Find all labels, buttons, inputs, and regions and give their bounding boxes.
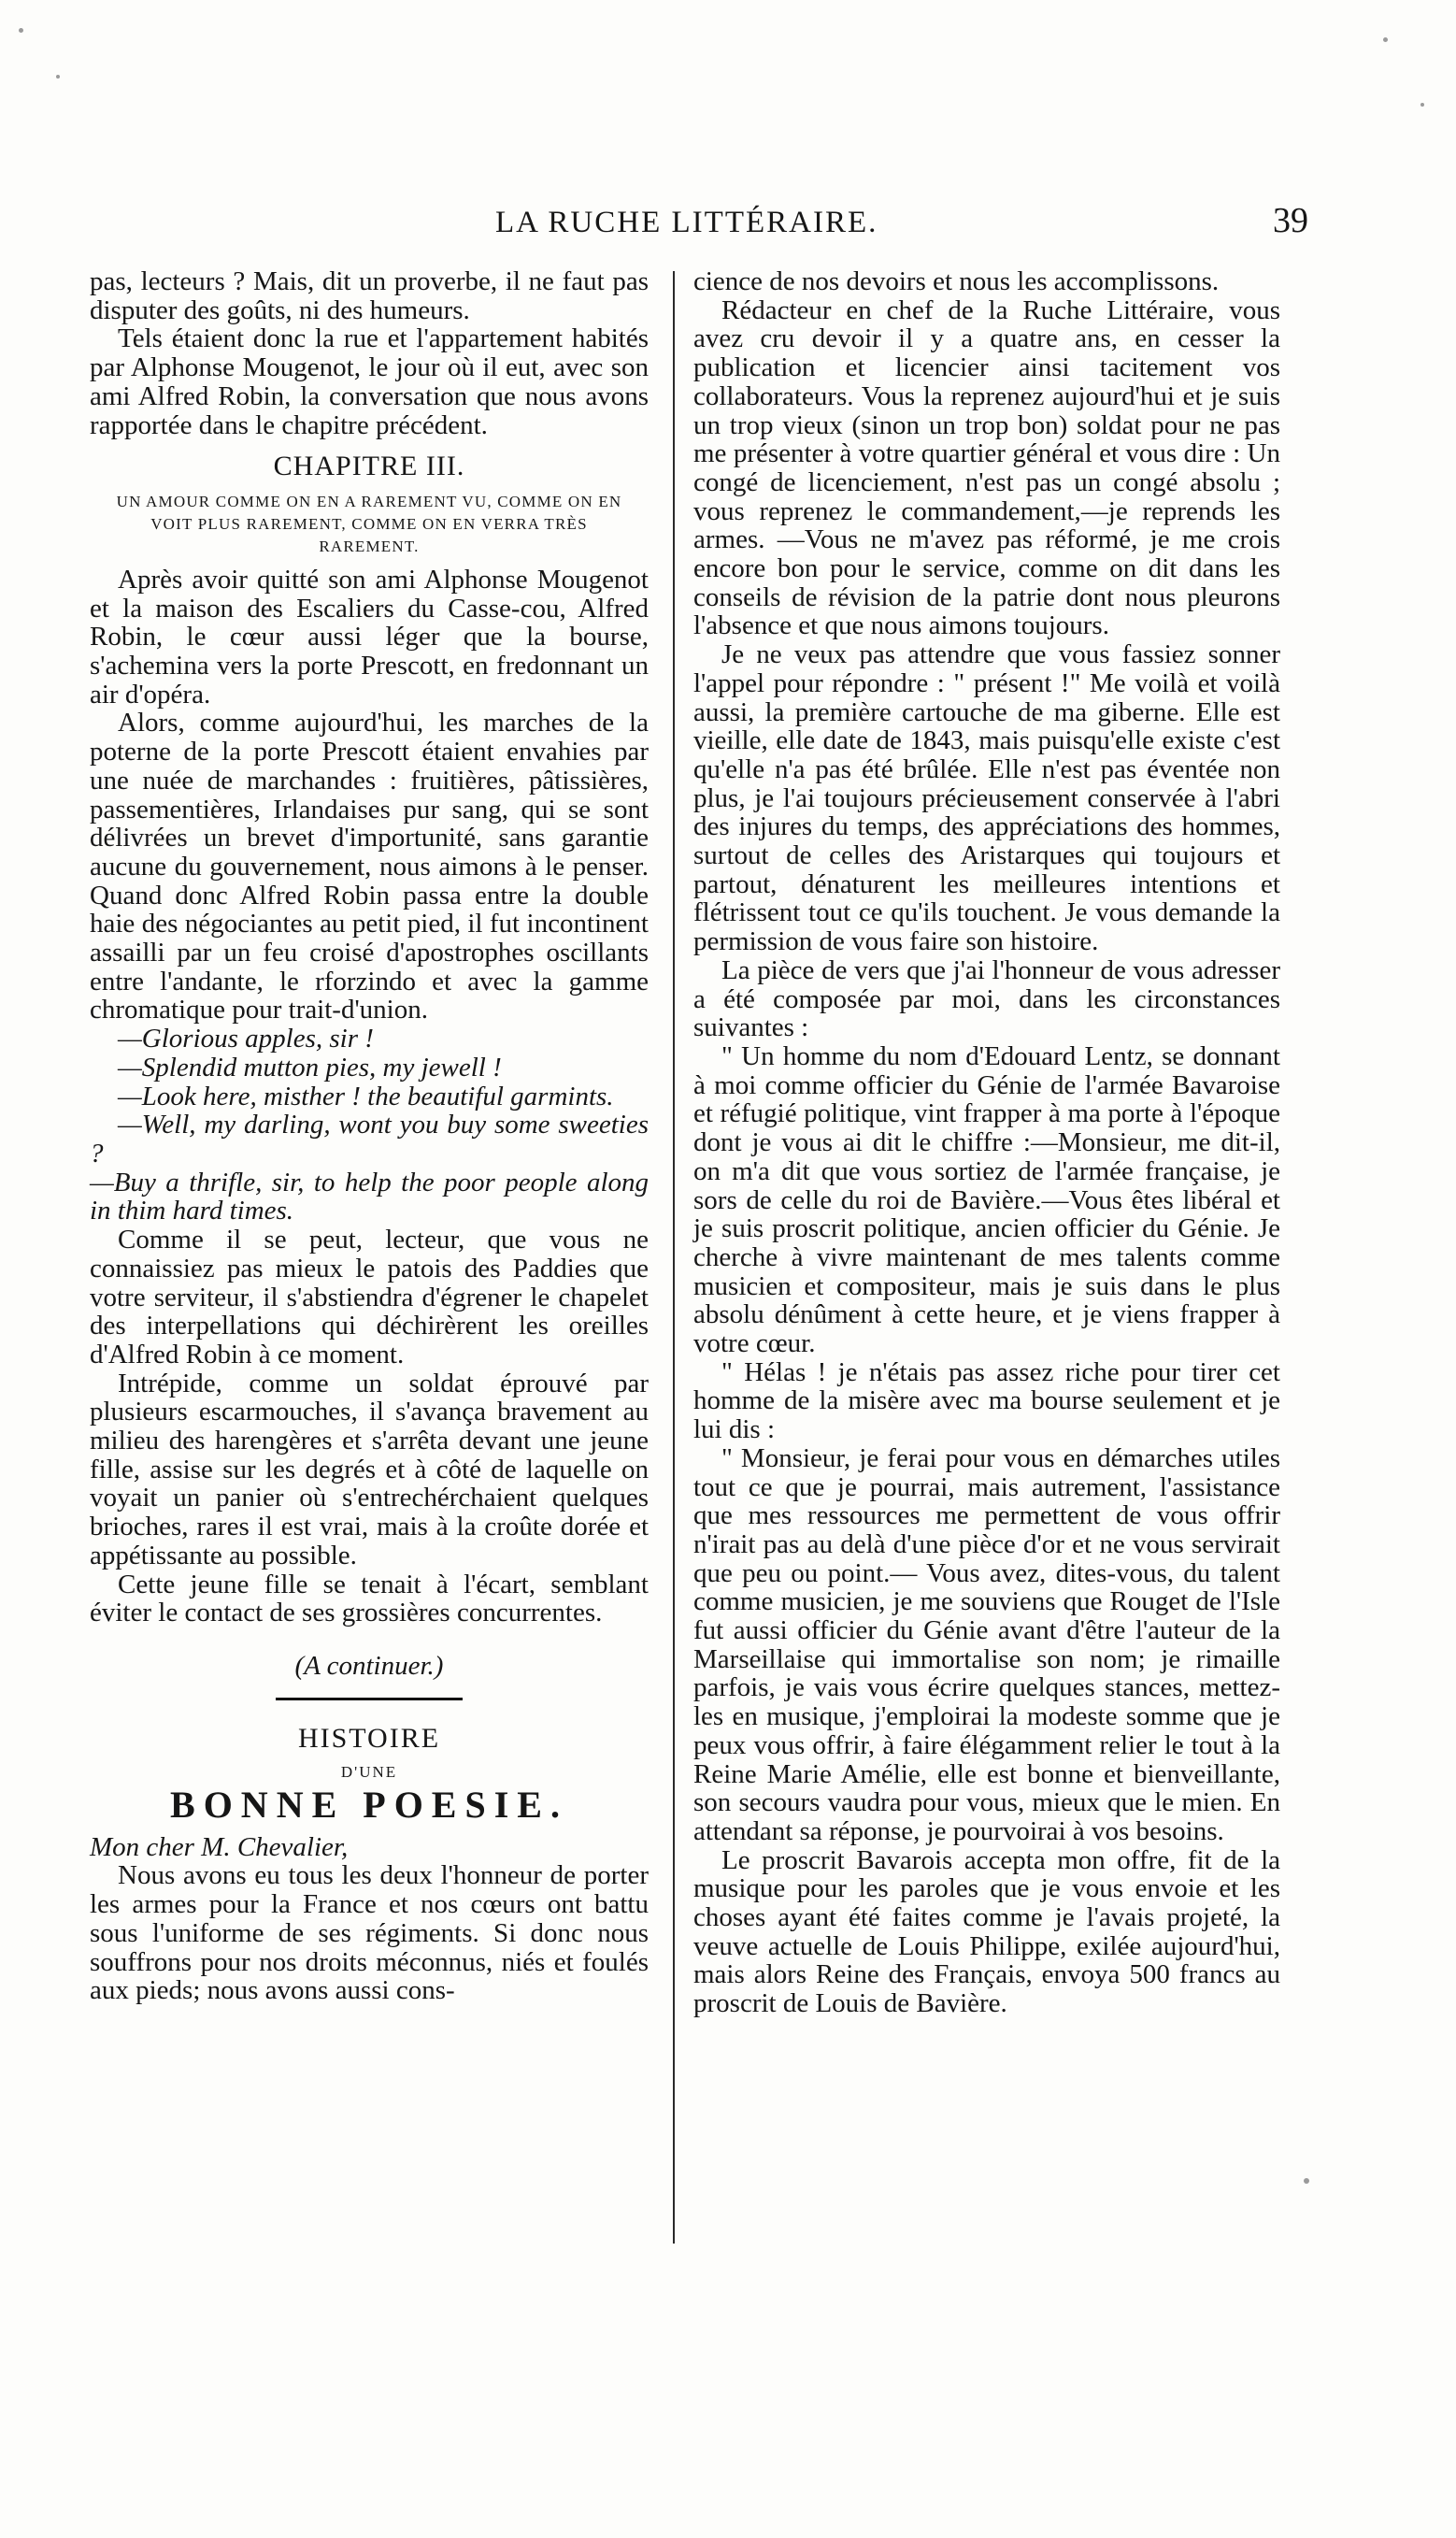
to-continue-note: (A continuer.)	[294, 1650, 444, 1681]
story-title: HISTOIRE	[297, 1722, 441, 1754]
chapter-title: CHAPITRE III.	[273, 451, 465, 482]
paragraph: La pièce de vers que j'ai l'honneur de vous adresser a été composée par moi, dans les circonstances suivantes :	[693, 954, 1280, 1043]
scan-speck	[19, 28, 23, 33]
paragraph: " Hélas ! je n'étais pas assez riche pour tirer cet homme de la misère avec ma bourse seulement et je lui dis :	[693, 1356, 1280, 1445]
paragraph: Alors, comme aujourd'hui, les marches de la poterne de la porte Prescott étaient envahies par une nuée de marchandes : fruitières, pâtissières, passementières, Irlandaises pur sang, qui se sont délivrées un brevet d'importunité, sans garantie aucune du gouvernement, nous aimons à le penser. Quand donc Alfred Robin passa entre la double haie des négociantes au petit pied, il fut incontinent assailli par un feu croisé d'apostrophes oscillants entre l'andante, le rforzindo et avec la gamme chromatique pour trait-d'union.	[90, 708, 649, 1025]
paragraph: Rédacteur en chef de la Ruche Littéraire, vous avez cru devoir il y a quatre ans, en cesser la publication et licencier ainsi tacitement vos collaborateurs. Vous la reprenez aujourd'hui et je suis un trop vieux (sinon un trop bon) soldat pour ne pas me présenter à votre quartier général et vous dire : Un congé de licenciement, n'est pas un congé absolu ; vous reprenez le commandement,—je reprends les armes. —Vous ne m'avez pas réformé, je me crois encore bon pour le service, comme on dit dans les conseils de révision de la patrie dont nous pleurons l'absence et que nous aimons toujours.	[693, 294, 1280, 641]
page-number: 39	[1273, 201, 1308, 240]
paragraph: " Monsieur, je ferai pour vous en démarches utiles tout ce que je pourrai, mais autrement, l'assistance que mes ressources me permettent de vous offrir n'irait pas au delà d'une pièce d'or et ne vous servirait que peu ou point.— Vous avez, dites-vous, du talent comme musicien, je me souviens que Rouget de l'Isle fut aussi officier du Génie avant d'être l'auteur de la Marseillaise qui immortalise son nom; je rimaille parfois, je vais vous écrire quelques stances, mettez-les en musique, j'emploirai la modeste somme que je peux vous offrir, à faire élégamment relier le tout à la Reine Marie Amélie, elle est bonne et bienveillante, son secours vaudra pour vous, mieux que le mien. En attendant sa réponse, je pourvoirai à vos besoins.	[693, 1442, 1280, 1846]
paragraph: Je ne veux pas attendre que vous fassiez sonner l'appel pour répondre : " présent !" Me voilà et voilà aussi, la première cartouche de ma giberne. Elle est vieille, elle date de 1843, mais puisqu'elle existe c'est qu'elle n'a pas été brûlée. Elle n'est pas éventée non plus, je l'ai toujours précieusement conservée à l'abri des injures du temps, des appréciations des hommes, surtout de celles des Aristarques qui toujours et partout, dénaturent les meilleures intentions et flétrissent tout ce qu'ils touchent. Je vous demande la permission de vous faire son histoire.	[693, 639, 1280, 957]
right-column	[693, 267, 1280, 2018]
paragraph: Cette jeune fille se tenait à l'écart, semblant éviter le contact de ses grossières concurrentes.	[90, 1569, 649, 1628]
left-column	[90, 267, 649, 2005]
scan-speck	[56, 75, 60, 79]
dialogue-line: —Splendid mutton pies, my jewell !	[118, 1052, 502, 1083]
page-header	[103, 196, 1308, 243]
paragraph: " Un homme du nom d'Edouard Lentz, se donnant à moi comme officier du Génie de l'armée Bavaroise et réfugié politique, vint frapper à ma porte à l'époque dont je vous ai dit le chiffre :—Monsieur, me dit-il, on m'a dit que vous sortiez de l'armée française, je sors de celle du roi de Bavière.—Vous êtes libéral et je suis proscrit politique, ancien officier du Génie. Je cherche à vivre maintenant de mes talents comme musicien et compositeur, mais je suis dans le plus absolu dénûment à cette heure, et je viens frapper à votre cœur.	[693, 1040, 1280, 1359]
story-title-of: D'UNE	[340, 1763, 398, 1782]
dialogue-line: —Well, my darling, wont you buy some sweeties ?	[90, 1110, 649, 1169]
dialogue-line: —Look here, misther ! the beautiful garmints.	[118, 1081, 614, 1111]
scan-speck	[1383, 37, 1388, 42]
dialogue-line: —Glorious apples, sir !	[118, 1024, 374, 1054]
paragraph: Comme il se peut, lecteur, que vous ne connaissiez pas mieux le patois des Paddies que votre serviteur, il s'abstiendra d'égrener le chapelet des interpellations qui déchirèrent les oreilles d'Alfred Robin à ce moment.	[90, 1225, 649, 1369]
paragraph: Intrépide, comme un soldat éprouvé par plusieurs escarmouches, il s'avança bravement au milieu des harengères et s'arrêta devant une jeune fille, assise sur les degrés et à côté de laquelle on voyait un panier où s'entrechérchaient quelques brioches, rares il est vrai, mais à la croûte dorée et appétissante au possible.	[90, 1368, 649, 1570]
column-divider	[673, 271, 675, 2244]
paragraph: Le proscrit Bavarois accepta mon offre, fit de la musique pour les paroles que je vous envoie et les choses ayant été faites comme je l'avais projeté, la veuve actuelle de Louis Philippe, exilée aujourd'hui, mais alors Reine des Français, envoya 500 francs au proscrit de Louis de Bavière.	[693, 1844, 1280, 2019]
letter-salutation: Mon cher M. Chevalier,	[90, 1831, 349, 1862]
scan-speck	[1420, 103, 1424, 107]
paragraph: Nous avons eu tous les deux l'honneur de porter les armes pour la France et nos cœurs ont battu sous l'uniforme de ses régiments. Si donc nous souffrons pour nos droits méconnus, niés et foulés aux pieds; nous avons aussi cons-	[90, 1860, 649, 2006]
story-name: BONNE POESIE.	[170, 1784, 568, 1827]
running-title: LA RUCHE LITTÉRAIRE.	[495, 206, 878, 239]
paragraph: Après avoir quitté son ami Alphonse Mougenot et la maison des Escaliers du Casse-cou, Alfred Robin, le cœur aussi léger que la bourse, s'achemina vers la porte Prescott, en fredonnant un air d'opéra.	[90, 564, 649, 710]
scan-speck	[1304, 2178, 1309, 2184]
paragraph: cience de nos devoirs et nous les accomplissons.	[693, 266, 1220, 296]
chapter-subtitle: UN AMOUR COMME ON EN A RAREMENT VU, COMME ON EN VOIT PLUS RAREMENT, COMME ON EN VERRA TRÈS RAREMENT.	[116, 492, 622, 555]
paragraph: Tels étaient donc la rue et l'appartement habités par Alphonse Mougenot, le jour où il eut, avec son ami Alfred Robin, la conversation que nous avons rapportée dans le chapitre précédent.	[90, 323, 649, 440]
dialogue-line: —Buy a thrifle, sir, to help the poor people along in thim hard times.	[90, 1167, 649, 1226]
paragraph: pas, lecteurs ? Mais, dit un proverbe, il ne faut pas disputer des goûts, ni des humeurs.	[90, 266, 649, 325]
section-divider	[276, 1698, 463, 1700]
